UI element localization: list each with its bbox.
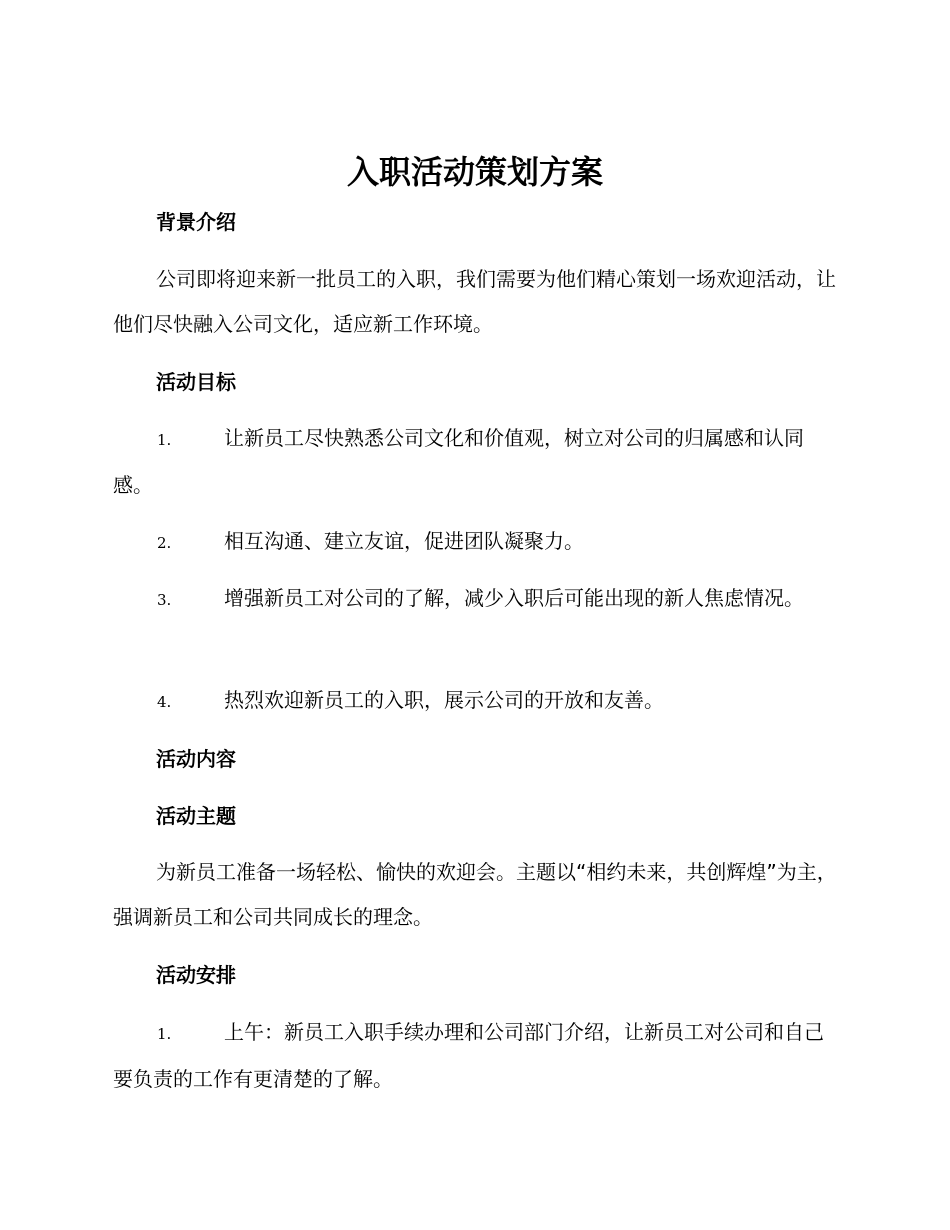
goal-list-item	[113, 576, 843, 623]
list-number: 2.	[157, 534, 172, 552]
goal-list-item	[113, 416, 843, 508]
list-text: 上午：新员工入职手续办理和公司部门介绍，让新员工对公司和自己要负责的工作有更清楚的了解。	[113, 1020, 824, 1091]
theme-paragraph	[113, 850, 843, 940]
section-heading-content: 活动内容	[156, 747, 236, 771]
list-text: 相互沟通、建立友谊，促进团队凝聚力。	[224, 529, 584, 553]
section-heading-goals: 活动目标	[156, 370, 236, 394]
list-number: 1.	[157, 1025, 172, 1043]
list-text: 让新员工尽快熟悉公司文化和价值观，树立对公司的归属感和认同感。	[113, 426, 804, 497]
goal-list-item	[113, 678, 843, 725]
document-title: 入职活动策划方案	[346, 153, 603, 191]
section-heading-background: 背景介绍	[156, 210, 236, 234]
list-number: 3.	[157, 591, 172, 609]
list-number: 4.	[157, 693, 172, 711]
section-heading-theme: 活动主题	[156, 804, 236, 828]
list-number: 1.	[157, 431, 172, 449]
background-paragraph	[113, 257, 843, 347]
list-text: 增强新员工对公司的了解，减少入职后可能出现的新人焦虑情况。	[224, 586, 804, 610]
schedule-list-item	[113, 1010, 843, 1102]
background-text: 公司即将迎来新一批员工的入职，我们需要为他们精心策划一场欢迎活动，让他们尽快融入公司文化，适应新工作环境。	[113, 267, 836, 336]
theme-text: 为新员工准备一场轻松、愉快的欢迎会。主题以“相约未来，共创辉煌”为主，强调新员工和公司共同成长的理念。	[113, 860, 837, 929]
list-text: 热烈欢迎新员工的入职，展示公司的开放和友善。	[224, 688, 664, 712]
section-heading-schedule: 活动安排	[156, 963, 236, 987]
goal-list-item	[113, 519, 843, 566]
